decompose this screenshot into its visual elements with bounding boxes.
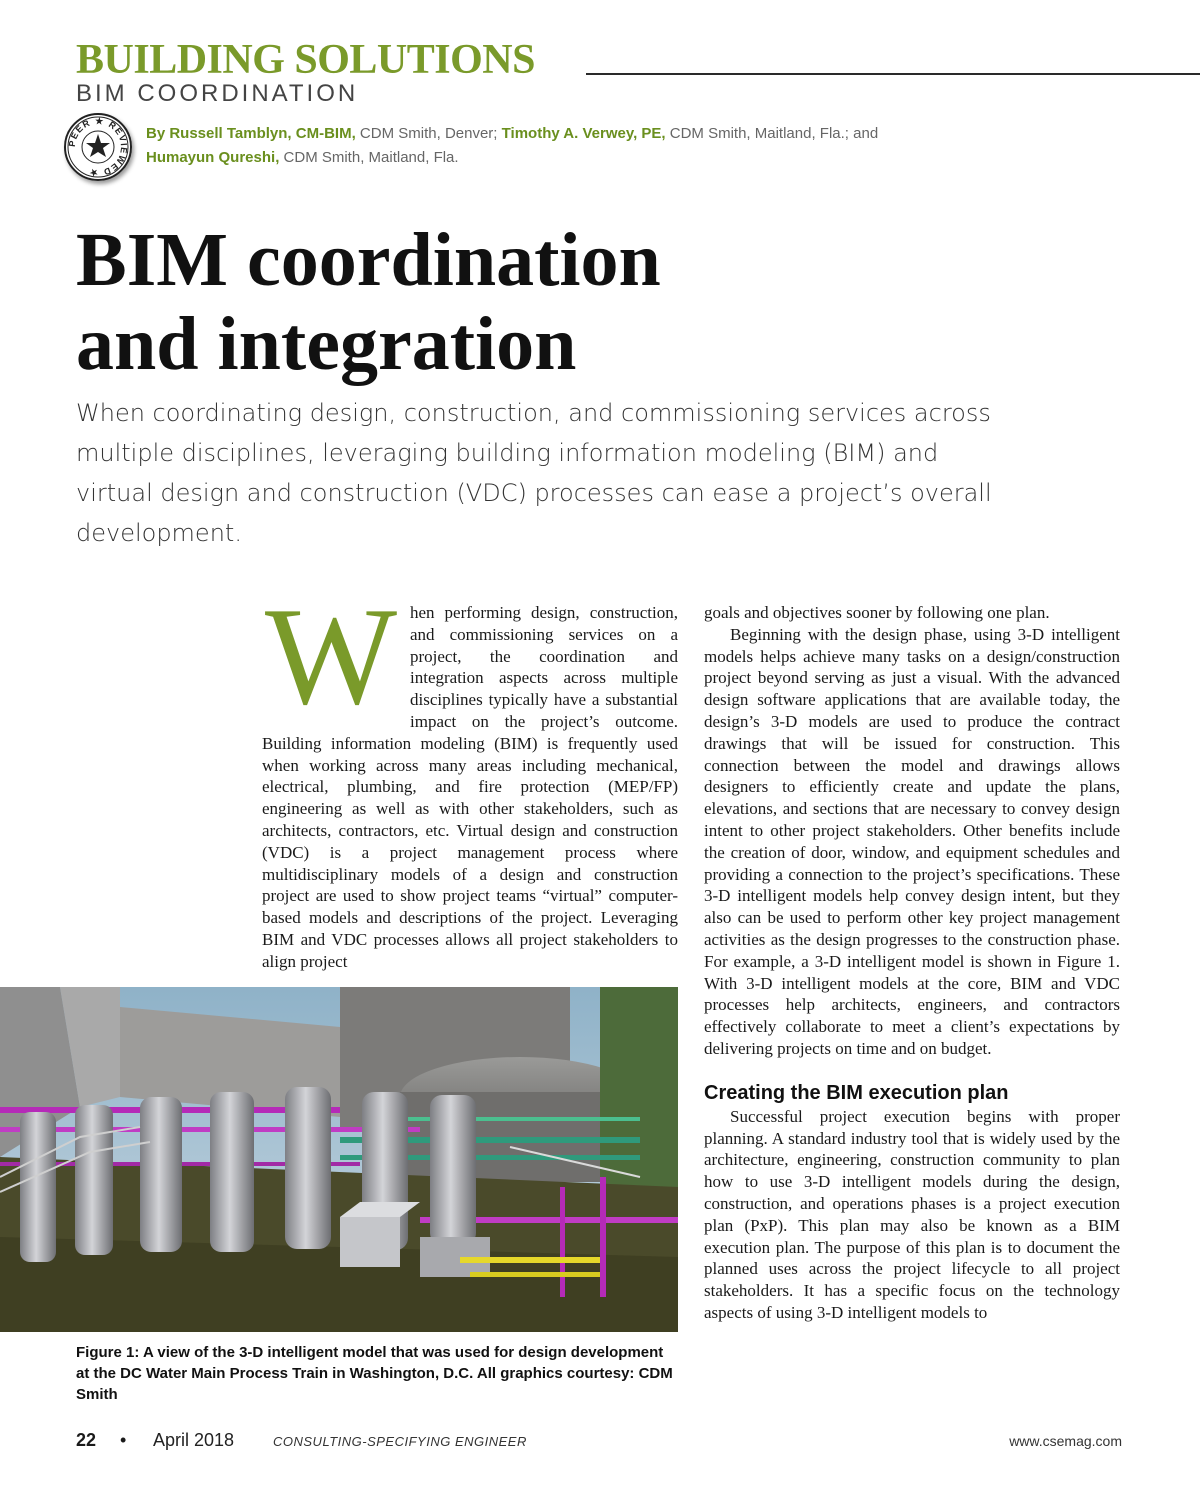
author-2: Timothy A. Verwey, PE, <box>501 125 666 142</box>
subheading: Creating the BIM execution plan <box>704 1081 1009 1104</box>
affiliation-1: CDM Smith, Denver; <box>355 125 502 142</box>
affiliation-3: CDM Smith, Maitland, Fla. <box>279 149 459 166</box>
article-deck: When coordinating design, construction, and commissioning services across multiple disciplines, leveraging building information modeling (BIM) and virtual design and construction (VDC) processes can ease a project’s overall development. <box>76 399 992 547</box>
page-number: 22 <box>76 1430 97 1450</box>
footer-bullet: • <box>120 1430 127 1450</box>
affiliation-2: CDM Smith, Maitland, Fla.; and <box>665 125 879 142</box>
body-paragraph-2: goals and objectives sooner by following one plan. <box>704 603 1050 622</box>
body-paragraph-3: Beginning with the design phase, using 3-D intelligent models helps achieve many tasks on a design/construction project beyond serving as just a visual. With the advanced design software applications that are available today, the design’s 3-D models are used to produce the contract drawings that will be issued for construction. This connection between the model and drawings allows designers to efficiently create and update the plans, elevations, and sections that are necessary to convey design intent to other project stakeholders. Other benefits include the creation of door, window, and equipment schedules and providing a connection to the project’s specifications. These 3-D intelligent models help convey design intent, but they also can be used to perform other key project management activities as the design progresses to the construction phase. For example, a 3-D intelligent model is shown in Figure 1. With 3-D intelligent models at the core, BIM and VDC processes help architects, engineers, and contractors effectively collaborate to meet a client’s expectations by delivering projects on time and on budget. <box>704 624 1120 1058</box>
section-title: BUILDING SOLUTIONS <box>76 37 535 83</box>
body-column-1 <box>262 579 678 973</box>
figure-1-image <box>0 987 678 1332</box>
body-paragraph-4: Successful project execution begins with proper planning. A standard industry tool that is widely used by the architecture, engineering, construction community to plan how to use 3-D intelligent models during the design, construction, and operations phases is a project execution plan (PxP). This plan may also be known as a BIM execution plan. The purpose of this plan is to document the planned uses across the project lifecycle to all project stakeholders. It has a specific focus on the technology aspects of using 3-D intelligent models to <box>704 1106 1120 1322</box>
3d-model-render <box>0 987 678 1332</box>
figure-caption: Figure 1: A view of the 3-D intelligent model that was used for design development at the DC Water Main Process Train in Washington, D.C. All graphics courtesy: CDM Smith <box>76 1344 673 1403</box>
headline-line-2: and integration <box>76 302 577 386</box>
magazine-name: CONSULTING-SPECIFYING ENGINEER <box>273 1434 527 1449</box>
headline-line-1: BIM coordination <box>76 218 661 302</box>
magazine-url: www.csemag.com <box>1009 1433 1122 1449</box>
svg-text:PEER ★ REVIEWED ★: PEER ★ REVIEWED ★ <box>66 115 130 179</box>
issue-date: April 2018 <box>153 1430 235 1450</box>
drop-cap: W <box>264 579 398 734</box>
peer-reviewed-badge <box>64 113 132 181</box>
section-rule <box>586 73 1200 75</box>
byline <box>146 122 1046 170</box>
tank-row <box>20 1087 476 1262</box>
page-footer <box>76 1430 1122 1454</box>
headline <box>76 218 1126 386</box>
body-paragraph-1: hen performing design, construction, and commissioning services on a project, the coordination and integration aspects across multiple disciplines typically have a substantial impact on the project’s outcome. Building information modeling (BIM) is frequently used when working across many areas including mechanical, electrical, plumbing, and fire protection (MEP/FP) engineering as well as with other stakeholders, such as architects, contractors, etc. Virtual design and construction (VDC) is a project management process where multidisciplinary models of a design and construction project are used to show project teams “virtual” computer-based models and descriptions of the project. Leveraging BIM and VDC processes allows all project stakeholders to align project <box>262 603 678 971</box>
byline-prefix: By <box>146 125 170 142</box>
peer-reviewed-seal-icon <box>64 113 132 181</box>
author-3: Humayun Qureshi, <box>146 149 280 166</box>
section-subtitle: BIM COORDINATION <box>76 80 359 107</box>
author-1: Russell Tamblyn, CM-BIM, <box>169 125 356 142</box>
body-column-2 <box>704 602 1120 1324</box>
